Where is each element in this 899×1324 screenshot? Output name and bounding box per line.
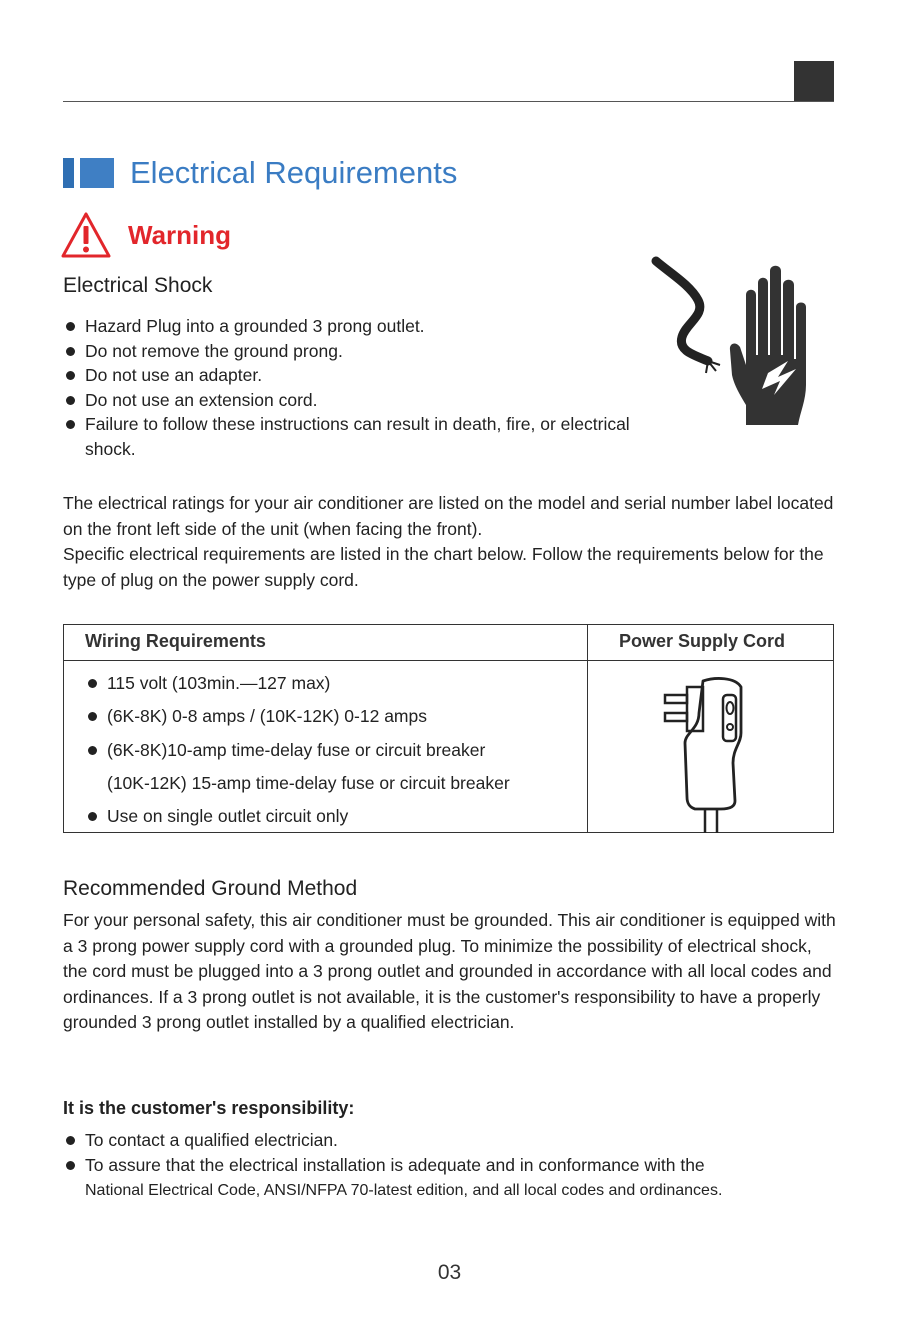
electrical-shock-list [63,314,643,461]
ground-method-paragraph: For your personal safety, this air conditioner must be grounded. This air conditioner is equipped with a 3 prong power supply cord with a grounded plug. To minimize the possibility of electrical shock, the cord must be plugged into a 3 prong outlet and grounded in accordance with all local codes and ordinances. If a 3 prong outlet is not available, it is the customer's responsibility to have a properly grounded 3 prong outlet installed by a qualified electrician. [63,910,836,1032]
table-row: (6K-8K)10-amp time-delay fuse or circuit breaker [85,734,580,767]
table-header-divider [63,660,834,661]
table-row: (6K-8K) 0-8 amps / (10K-12K) 0-12 amps [85,700,580,733]
electric-shock-hand-icon [650,255,830,430]
title-marker-small [63,158,74,188]
list-item: Hazard Plug into a grounded 3 prong outlet. [63,314,643,339]
list-item: Do not use an adapter. [63,363,643,388]
title-marker-large [80,158,114,188]
page-number: 03 [437,1261,462,1284]
wiring-requirements-list [85,667,580,833]
table-header-wiring: Wiring Requirements [85,631,266,651]
list-item: Failure to follow these instructions can result in death, fire, or electrical shock. [63,412,643,461]
warning-banner [60,209,231,261]
warning-label: Warning [128,219,232,250]
list-item: To contact a qualified electrician. [63,1128,843,1153]
responsibility-list [63,1128,843,1204]
ground-method-heading: Recommended Ground Method [63,877,358,900]
list-item [63,1153,843,1204]
responsibility-title: It is the customer's responsibility: [63,1098,355,1118]
ratings-text-2: Specific electrical requirements are listed in the chart below. Follow the requirements below for the type of plug on the power supply cord. [63,544,824,590]
electrical-shock-heading: Electrical Shock [63,274,213,297]
list-item: Do not use an extension cord. [63,388,643,413]
list-item: Do not remove the ground prong. [63,339,643,364]
table-row: 115 volt (103min.—127 max) [85,667,580,700]
table-column-divider [587,624,588,833]
list-item-text: To assure that the electrical installation is adequate and in conformance with the [85,1154,705,1175]
power-plug-icon [655,673,765,833]
header-divider [63,101,834,102]
list-item-text-continued: National Electrical Code, ANSI/NFPA 70-latest edition, and all local codes and ordinances. [85,1182,723,1199]
warning-triangle-icon [60,211,112,259]
table-row: Use on single outlet circuit only [85,800,580,833]
table-row: (10K-12K) 15-amp time-delay fuse or circuit breaker [107,772,510,793]
ratings-paragraph [63,491,843,593]
ratings-text-1: The electrical ratings for your air conditioner are listed on the model and serial number label located on the front left side of the unit (when facing the front). [63,493,834,539]
section-title: Electrical Requirements [130,155,458,190]
section-header [63,155,457,191]
header-corner-block [794,61,834,102]
table-header-power-cord: Power Supply Cord [619,631,786,651]
